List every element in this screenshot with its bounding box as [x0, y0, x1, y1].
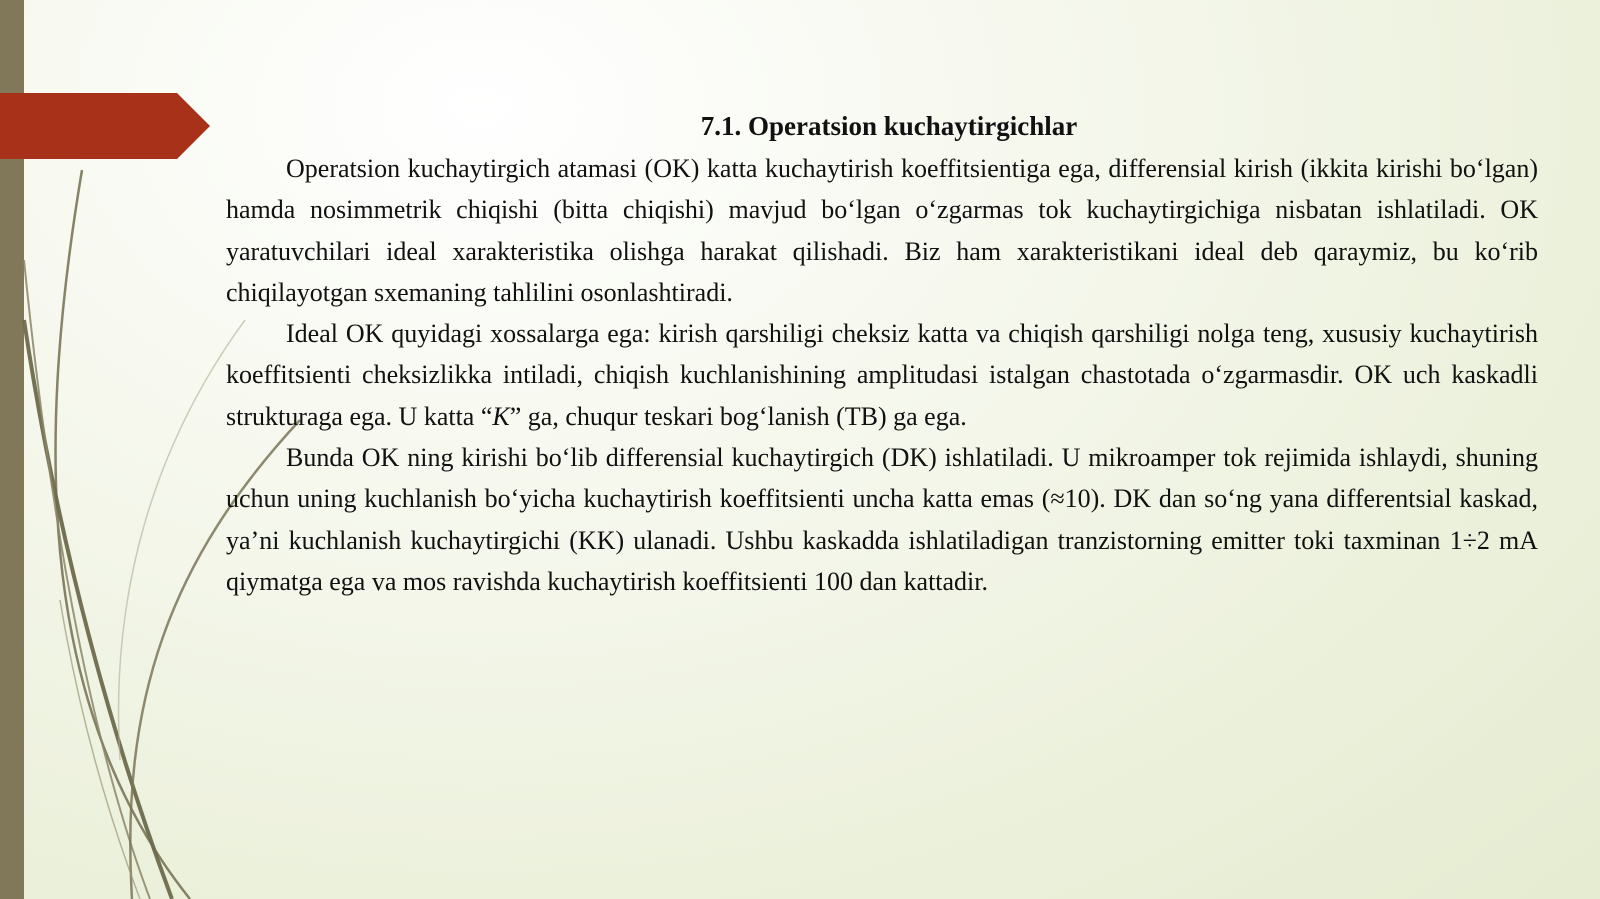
paragraph-2	[226, 313, 1538, 437]
paragraph-1: Operatsion kuchaytirgich atamasi (OK) katta kuchaytirish koeffitsientiga ega, differensial kirish (ikkita kirishi bo‘lgan) hamda nosimmetrik chiqishi (bitta chiqishi) mavjud bo‘lgan o‘zgarmas tok kuchaytirgichiga nisbatan ishlatiladi. OK yaratuvchilari ideal xarakteristika olishga harakat qilishadi. Biz ham xarakteristikani ideal deb qaraymiz, bu ko‘rib chiqilayotgan sxemaning tahlilini osonlashtiradi.	[226, 154, 1538, 307]
slide-title: 7.1. Operatsion kuchaytirgichlar	[700, 111, 1078, 141]
paragraph-2-k-symbol: K	[492, 401, 510, 431]
paragraph-3: Bunda OK ning kirishi bo‘lib differensial kuchaytirgich (DK) ishlatiladi. U mikroamper tok rejimida ishlaydi, shuning uchun uning kuchlanish bo‘yicha kuchaytirish koeffitsienti uncha katta emas (≈10). DK dan so‘ng yana differentsial kaskad, ya’ni kuchlanish kuchaytirgichi (KK) ulanadi. Ushbu kaskadda ishlatiladigan tranzistorning emitter toki taxminan 1÷2 mA qiymatga ega va mos ravishda kuchaytirish koeffitsienti 100 dan kattadir.	[226, 443, 1538, 596]
paragraph-2-start: Ideal OK quyidagi xossalarga ega: kirish qarshiligi cheksiz katta va chiqish qarshiligi nolga teng, xususiy kuchaytirish koeffitsienti cheksizlikka intiladi, chiqish kuchlanishining amplitudasi istalgan chastotada o‘zgarmasdir. OK uch kaskadli strukturaga ega. U katta “	[226, 319, 1538, 431]
paragraph-2-end: ” ga, chuqur teskari bog‘lanish (TB) ga ega.	[509, 401, 967, 431]
slide-content	[226, 106, 1538, 602]
arrow-banner	[0, 93, 210, 159]
